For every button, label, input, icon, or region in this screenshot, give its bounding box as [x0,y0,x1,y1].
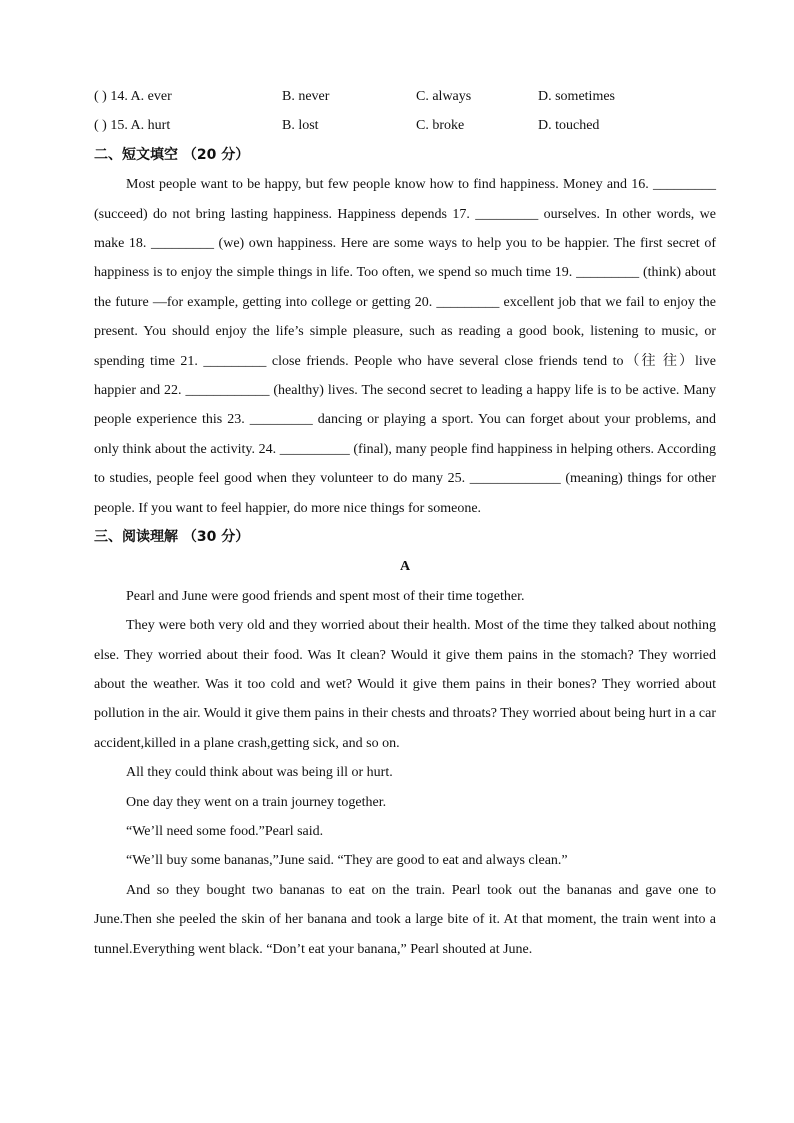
reading-paragraph: “We’ll need some food.”Pearl said. [126,824,324,840]
mcq-15-option-b: B. lost [282,118,319,134]
mcq-15-option-a: ( ) 15. A. hurt [94,118,171,134]
mcq-14-option-c: C. always [416,89,472,104]
reading-paragraph: “We’ll buy some bananas,”June said. “They are good to eat and always clean.” [126,853,568,869]
mcq-14-option-b: B. never [282,89,330,104]
reading-paragraph: All they could think about was being ill or hurt. [126,765,393,781]
cloze-passage: Most people want to be happy, but few people know how to find happiness. Money and 16. _________ (succeed) do not bring lasting happiness. Happiness depends 17. _________ ourselves. In other words, we make 18. _________ (we) own happiness. Here are some ways to help you to be happier. The first secret of happiness is to enjoy the simple things in life. Too often, we spend so much time 19. _________ (think) about the future —for example, getting into college or getting 20. _________ excellent job that we fail to enjoy the present. You should enjoy the life’s simple pleasure, such as reading a good book, listening to music, or spending time 21. _________ close friends. People who have several close friends tend to（往 往）live happier and 22. ____________ (healthy) lives. The second secret to leading a happy life is to be active. Many people experience this 23. _________ dancing or playing a sport. You can forget about your problems, and only think about the activity. 24. __________ (final), many people find happiness in helping others. According to studies, people feel good when they volunteer to do many 25. _____________ (meaning) things for other people. If you want to feel happier, do more nice things for someone. [94,177,716,516]
reading-paragraph: Pearl and June were good friends and spent most of their time together. [126,588,525,604]
mcq-15-option-d: D. touched [538,118,600,134]
reading-paragraph: They were both very old and they worried about their health. Most of the time they talked about nothing else. They worried about their food. Was It clean? Would it give them pains in the stomach? They worried about the weather. Was it too cold and wet? Would it give them pains in their bones? They worried about pollution in the air. Would it give them pains in their chests and throats? They worried about being hurt in a car accident,killed in a plane crash,getting sick, and so on. [94,618,716,751]
mcq-14-option-d: D. sometimes [538,89,615,104]
passage-label: A [399,559,411,575]
mcq-question-15 [94,111,716,140]
reading-paragraph: And so they bought two bananas to eat on the train. Pearl took out the bananas and gave one to June.Then she peeled the skin of her banana and took a large bite of it. At that moment, the train went into a tunnel.Everything went black. “Don’t eat your banana,” Pearl shouted at June. [94,882,716,957]
section-3-heading: 三、阅读理解 （30 分） [94,529,250,546]
mcq-question-14 [94,82,716,111]
mcq-15-option-c: C. broke [416,118,465,134]
mcq-14-option-a: ( ) 14. A. ever [94,89,172,104]
section-2-heading: 二、短文填空 （20 分） [94,146,250,163]
reading-paragraph: One day they went on a train journey together. [126,794,387,810]
exam-page [94,82,716,964]
